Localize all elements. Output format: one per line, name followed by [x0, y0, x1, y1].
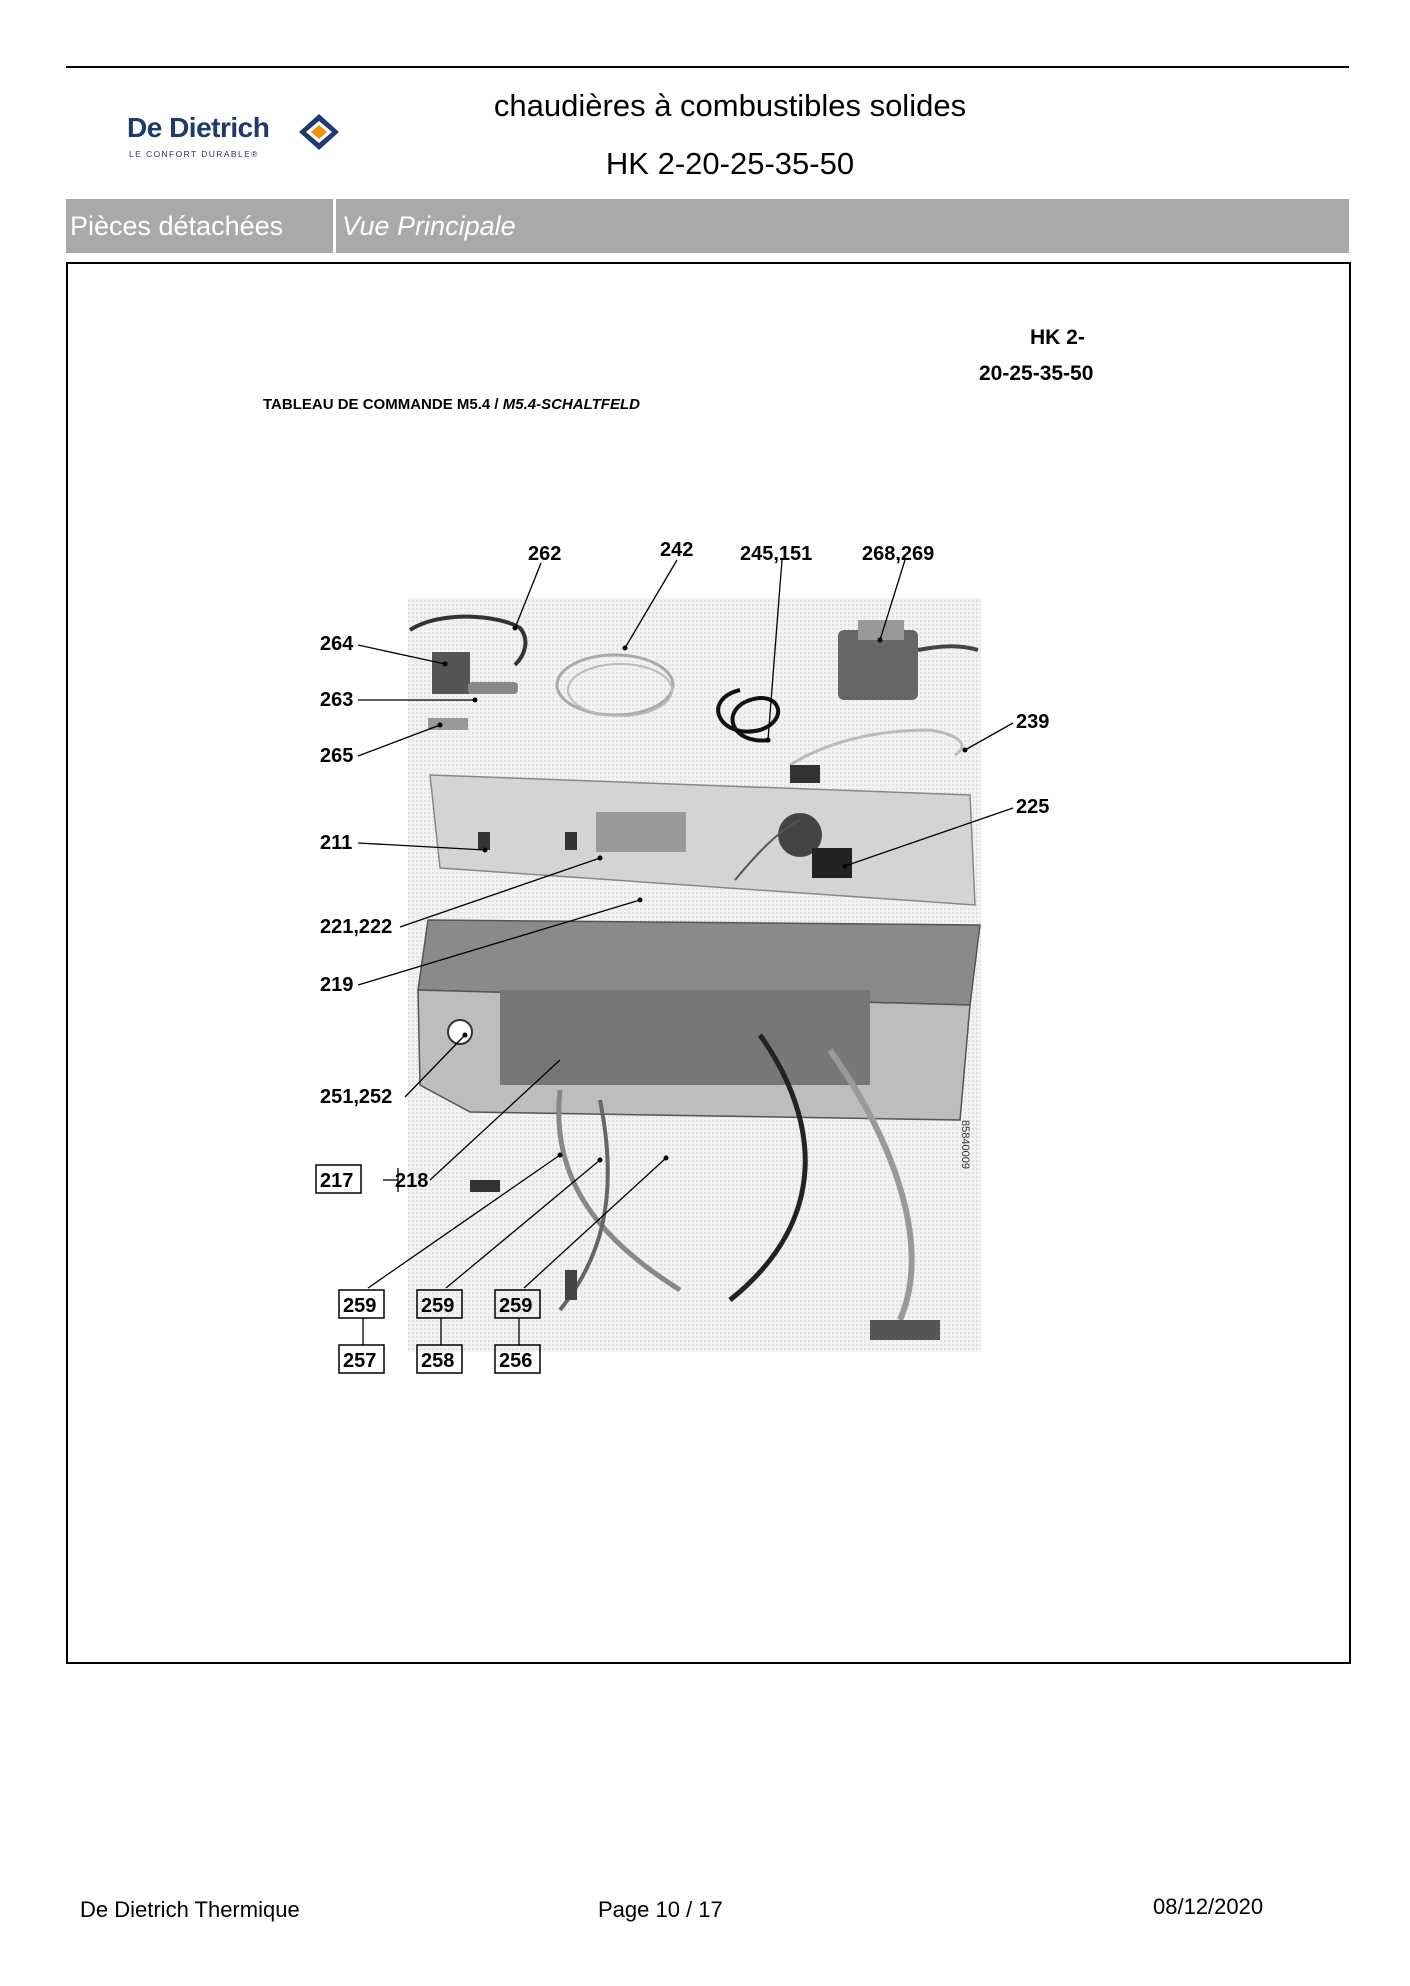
- document-title: chaudières à combustibles solides: [493, 88, 967, 123]
- label-245-151: 245,151: [740, 543, 813, 565]
- exploded-view-diagram: [300, 530, 1050, 1390]
- relay-225: [812, 848, 852, 878]
- drawing-model-line2: 20-25-35-50: [979, 362, 1094, 385]
- connector-c: [565, 1270, 577, 1300]
- footer-date: 08/12/2020: [1153, 1894, 1264, 1919]
- drawing-code: 85840009: [959, 1120, 971, 1169]
- label-263: 263: [320, 689, 354, 711]
- sensor-263: [468, 682, 518, 694]
- connector-b: [870, 1320, 940, 1340]
- label-258: 258: [421, 1350, 455, 1372]
- circuit-board: [500, 990, 870, 1085]
- label-221-222: 221,222: [320, 916, 393, 938]
- diamond-logo-icon: [297, 112, 341, 152]
- footer-page: Page 10 / 17: [598, 1897, 723, 1922]
- label-217: 217: [320, 1170, 354, 1192]
- sensor-239: [790, 765, 820, 783]
- bracket-264: [432, 652, 470, 694]
- label-259-c: 259: [499, 1295, 533, 1317]
- switch-a: [478, 832, 490, 850]
- label-225: 225: [1016, 796, 1050, 818]
- brand-name: De Dietrich: [127, 112, 270, 143]
- label-268-269: 268,269: [862, 543, 935, 565]
- tab-spare-parts[interactable]: Pièces détachées: [70, 211, 284, 241]
- tab-divider: [333, 199, 336, 253]
- label-242: 242: [660, 539, 694, 561]
- document-model: HK 2-20-25-35-50: [605, 146, 855, 181]
- brand-logo: [127, 112, 347, 164]
- tab-main-view[interactable]: Vue Principale: [342, 211, 516, 241]
- panel-title: [263, 396, 640, 413]
- label-265: 265: [320, 745, 354, 767]
- label-251-252: 251,252: [320, 1086, 393, 1108]
- label-256: 256: [499, 1350, 533, 1372]
- label-259-a: 259: [343, 1295, 377, 1317]
- header-rule: [66, 66, 1349, 68]
- panel-title-fr: TABLEAU DE COMMANDE M5.4 /: [263, 396, 503, 413]
- label-211: 211: [320, 832, 353, 854]
- section-bar: [66, 199, 1349, 253]
- connector-a: [470, 1180, 500, 1192]
- switch-b: [565, 832, 577, 850]
- label-259-b: 259: [421, 1295, 455, 1317]
- label-257: 257: [343, 1350, 377, 1372]
- plate-265: [428, 718, 468, 730]
- label-264: 264: [320, 633, 354, 655]
- label-219: 219: [320, 974, 354, 996]
- brand-tagline: LE CONFORT DURABLE®: [129, 149, 259, 159]
- label-262: 262: [528, 543, 562, 565]
- display-module-221: [596, 812, 686, 852]
- label-218: 218: [395, 1170, 429, 1192]
- drawing-model-line1: HK 2-: [1030, 326, 1085, 349]
- footer-company: De Dietrich Thermique: [80, 1897, 300, 1922]
- panel-title-de: M5.4-SCHALTFELD: [502, 396, 640, 413]
- label-239: 239: [1016, 711, 1050, 733]
